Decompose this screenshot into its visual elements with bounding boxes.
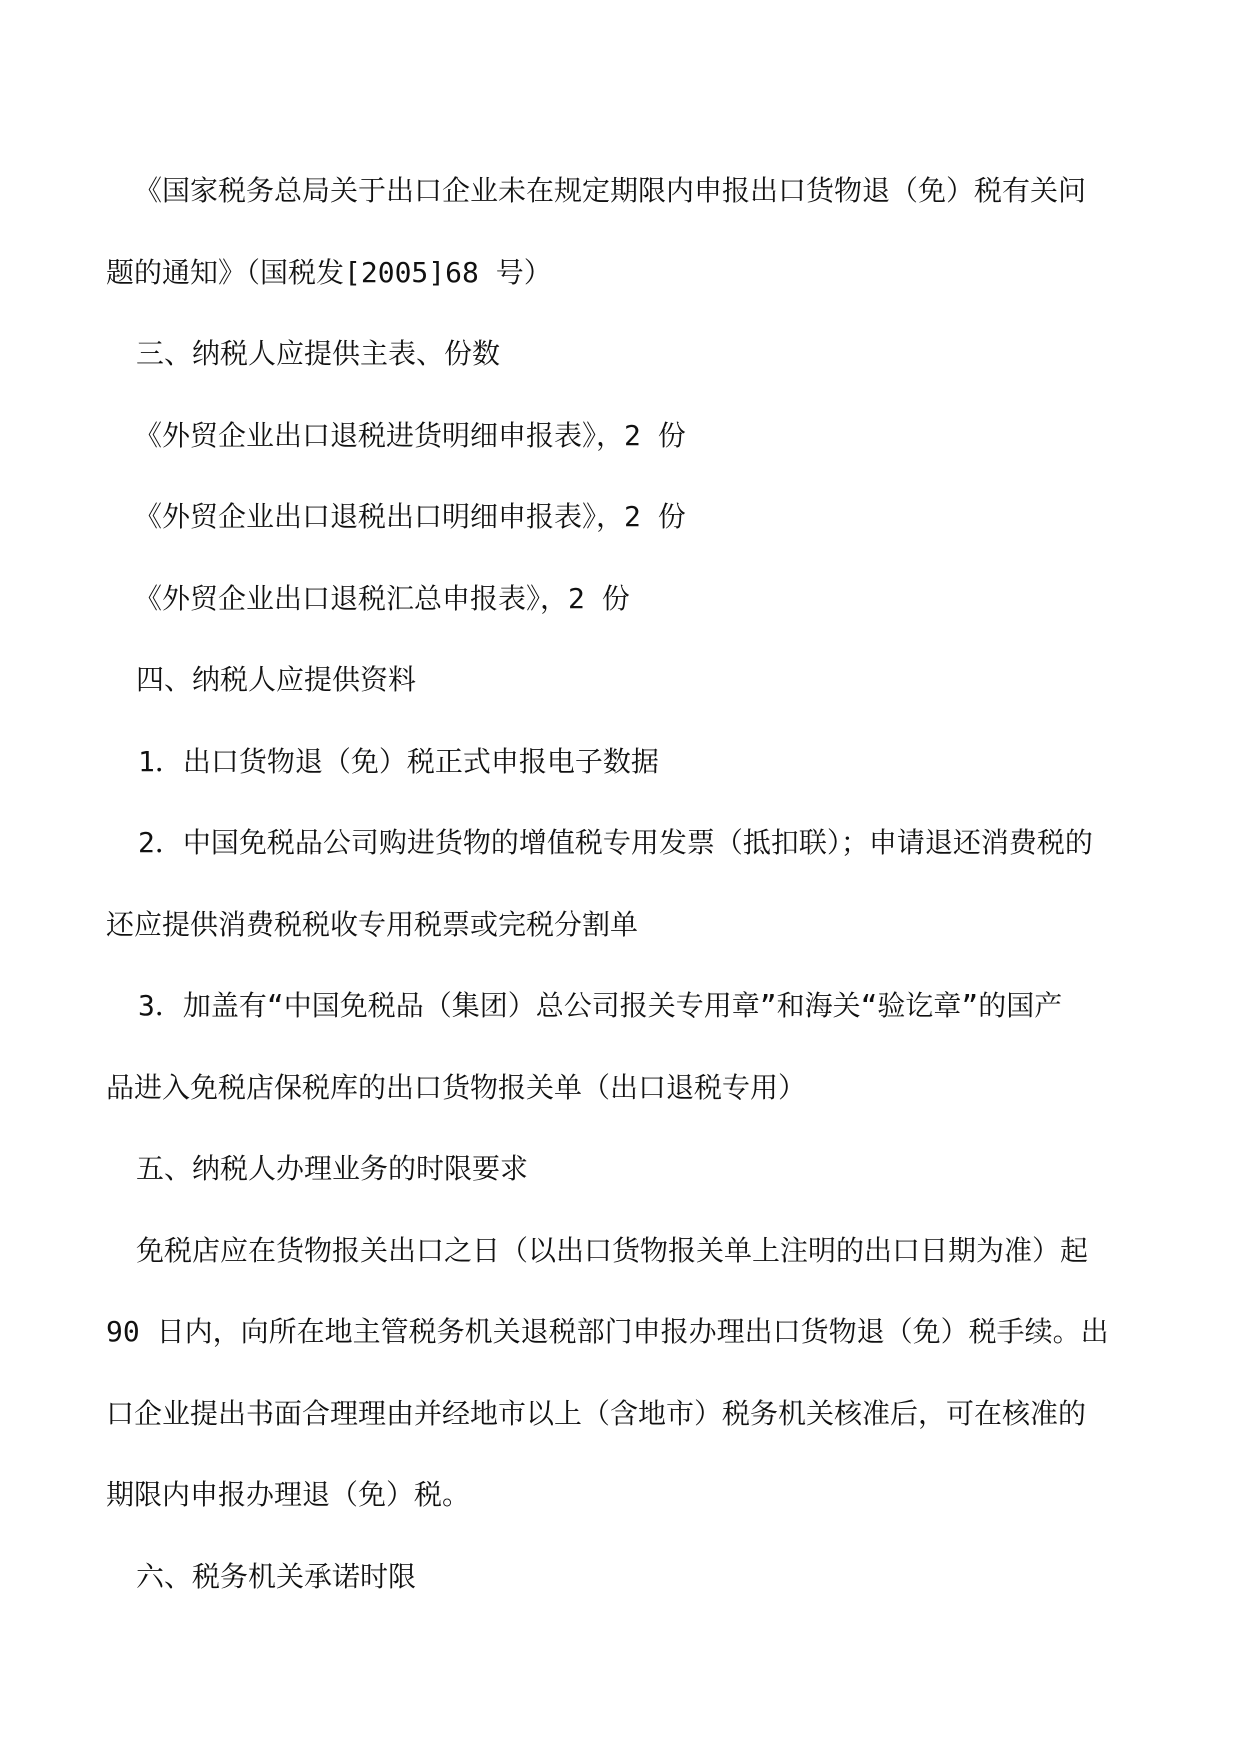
text-line: 题的通知》（国税发[2005]68 号） (106, 256, 552, 289)
list-item: 3．加盖有“中国免税品（集团）总公司报关专用章”和海关“验讫章”的国产 (138, 989, 1063, 1022)
text-line: 品进入免税店保税库的出口货物报关单（出口退税专用） (106, 1071, 807, 1104)
text-line: 《国家税务总局关于出口企业未在规定期限内申报出口货物退（免）税有关问 (134, 174, 1087, 207)
text-line: 期限内申报办理退（免）税。 (106, 1478, 471, 1511)
section-heading: 六、税务机关承诺时限 (136, 1560, 417, 1593)
text-line: 《外贸企业出口退税出口明细申报表》，2 份 (134, 500, 686, 533)
section-heading: 五、纳税人办理业务的时限要求 (136, 1152, 529, 1185)
section-heading: 三、纳税人应提供主表、份数 (136, 337, 501, 370)
list-item: 2．中国免税品公司购进货物的增值税专用发票（抵扣联）；申请退还消费税的 (138, 826, 1093, 859)
text-line: 90 日内，向所在地主管税务机关退税部门申报办理出口货物退（免）税手续。出 (106, 1315, 1109, 1348)
text-line: 《外贸企业出口退税进货明细申报表》，2 份 (134, 419, 686, 452)
text-line: 免税店应在货物报关出口之日（以出口货物报关单上注明的出口日期为准）起 (136, 1234, 1089, 1267)
text-line: 口企业提出书面合理理由并经地市以上（含地市）税务机关核准后，可在核准的 (106, 1397, 1087, 1430)
text-line: 还应提供消费税税收专用税票或完税分割单 (106, 908, 639, 941)
text-line: 《外贸企业出口退税汇总申报表》，2 份 (134, 582, 630, 615)
list-item: 1．出口货物退（免）税正式申报电子数据 (138, 745, 659, 778)
section-heading: 四、纳税人应提供资料 (136, 663, 417, 696)
